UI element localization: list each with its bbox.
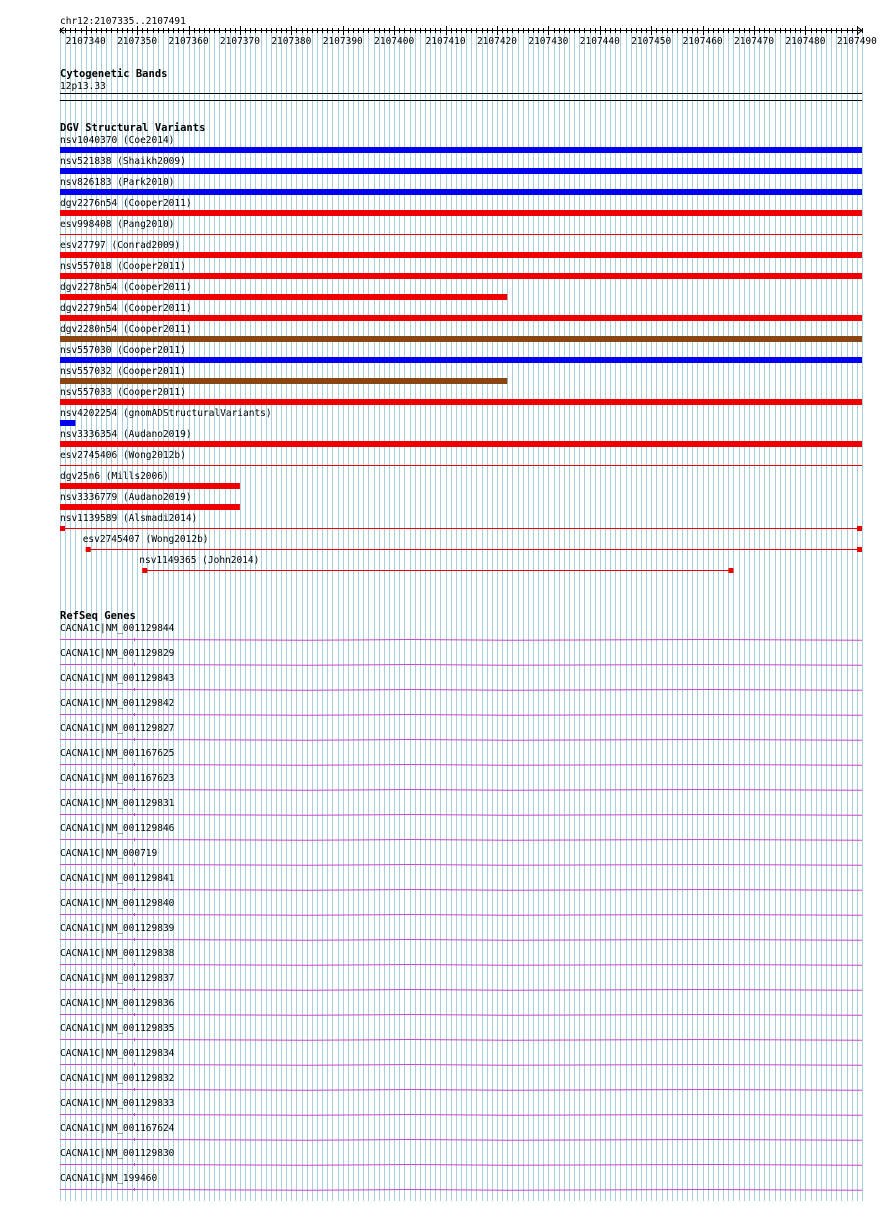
sv-label: nsv1139589 (Alsmadi2014)	[60, 513, 198, 524]
sv-bar	[60, 315, 862, 321]
ruler-tick-label: 2107370	[219, 36, 260, 47]
dgv-track-title: DGV Structural Variants	[60, 122, 206, 134]
sv-feature	[60, 492, 240, 510]
gene-line	[60, 715, 862, 716]
sv-bar	[60, 273, 862, 279]
sv-bar	[60, 336, 862, 342]
sv-bar	[60, 357, 862, 363]
ruler-tick-label: 2107360	[168, 36, 209, 47]
sv-bar	[60, 504, 240, 510]
gene-line	[60, 840, 862, 841]
sv-endpoint-left	[60, 526, 65, 531]
sv-label: dgv2276n54 (Cooper2011)	[60, 198, 192, 209]
ruler-tick-label: 2107430	[528, 36, 569, 47]
sv-feature	[60, 471, 240, 489]
sv-bar	[60, 147, 862, 153]
gene-label: CACNA1C|NM_001129839	[60, 923, 175, 934]
gene-line	[60, 640, 862, 641]
gene-label: CACNA1C|NM_001129834	[60, 1048, 175, 1059]
gene-label: CACNA1C|NM_001167625	[60, 748, 175, 759]
sv-endpoint-left	[142, 568, 147, 573]
cytoband-track-title: Cytogenetic Bands	[60, 68, 168, 80]
gene-line	[60, 890, 862, 891]
gene-line	[60, 765, 862, 766]
region-label: chr12:2107335..2107491	[60, 16, 186, 27]
gene-label: CACNA1C|NM_001129831	[60, 798, 175, 809]
gene-line	[60, 1065, 862, 1066]
ruler-tick-label: 2107390	[322, 36, 363, 47]
gene-label: CACNA1C|NM_001129827	[60, 723, 175, 734]
ruler-tick-label: 2107400	[374, 36, 415, 47]
gene-line	[60, 1190, 862, 1191]
gene-label: CACNA1C|NM_001167623	[60, 773, 175, 784]
sv-bar	[60, 441, 862, 447]
gene-line	[60, 1015, 862, 1016]
sv-label: nsv1040370 (Coe2014)	[60, 135, 175, 146]
ruler-tick-label: 2107480	[785, 36, 826, 47]
ruler-tick-label: 2107350	[117, 36, 158, 47]
gene-label: CACNA1C|NM_199460	[60, 1173, 158, 1184]
sv-endpoint-left	[86, 547, 91, 552]
sv-bar	[60, 168, 862, 174]
sv-bar	[60, 210, 862, 216]
ruler-tick-label: 2107380	[271, 36, 312, 47]
sv-label: nsv557018 (Cooper2011)	[60, 261, 186, 272]
gene-label: CACNA1C|NM_001129829	[60, 648, 175, 659]
cytoband-label: 12p13.33	[60, 81, 106, 92]
sv-bar	[60, 189, 862, 195]
gene-label: CACNA1C|NM_001129841	[60, 873, 175, 884]
gene-line	[60, 990, 862, 991]
coordinate-ruler	[60, 26, 877, 47]
sv-label: dgv2280n54 (Cooper2011)	[60, 324, 192, 335]
gene-label: CACNA1C|NM_001129832	[60, 1073, 175, 1084]
gene-label: CACNA1C|NM_001129837	[60, 973, 175, 984]
sv-label: dgv2278n54 (Cooper2011)	[60, 282, 192, 293]
gene-label: CACNA1C|NM_001167624	[60, 1123, 175, 1134]
gene-label: CACNA1C|NM_000719	[60, 848, 158, 859]
gene-line	[60, 1090, 862, 1091]
ruler-tick-label: 2107410	[425, 36, 466, 47]
gene-line	[60, 965, 862, 966]
gene-label: CACNA1C|NM_001129833	[60, 1098, 175, 1109]
gene-line	[60, 665, 862, 666]
ruler-tick-label: 2107470	[734, 36, 775, 47]
sv-bar	[60, 399, 862, 405]
gene-line	[60, 1165, 862, 1166]
sv-label: esv998408 (Pang2010)	[60, 219, 175, 230]
gene-line	[60, 790, 862, 791]
sv-label: nsv4202254 (gnomADStructuralVariants)	[60, 408, 272, 419]
gene-line	[60, 815, 862, 816]
sv-label: nsv557032 (Cooper2011)	[60, 366, 186, 377]
sv-endpoint-right	[857, 547, 862, 552]
gene-label: CACNA1C|NM_001129836	[60, 998, 175, 1009]
sv-bar	[60, 294, 507, 300]
sv-feature	[83, 534, 862, 552]
sv-label: dgv25n6 (Mills2006)	[60, 471, 169, 482]
gene-label: CACNA1C|NM_001129846	[60, 823, 175, 834]
refseq-track-title: RefSeq Genes	[60, 610, 136, 622]
sv-bar	[60, 483, 240, 489]
sv-label: nsv3336779 (Audano2019)	[60, 492, 192, 503]
gene-line	[60, 740, 862, 741]
sv-endpoint-right	[857, 526, 862, 531]
ruler-tick-label: 2107490	[836, 36, 877, 47]
gene-line	[60, 1115, 862, 1116]
gene-label: CACNA1C|NM_001129842	[60, 698, 175, 709]
gene-label: CACNA1C|NM_001129835	[60, 1023, 175, 1034]
gene-label: CACNA1C|NM_001129830	[60, 1148, 175, 1159]
ruler-tick-label: 2107340	[65, 36, 106, 47]
gene-line	[60, 915, 862, 916]
sv-label: dgv2279n54 (Cooper2011)	[60, 303, 192, 314]
gene-line	[60, 690, 862, 691]
sv-label: esv2745407 (Wong2012b)	[82, 534, 209, 545]
gene-label: CACNA1C|NM_001129843	[60, 673, 175, 684]
sv-bar	[60, 420, 75, 426]
sv-label: nsv557030 (Cooper2011)	[60, 345, 186, 356]
gene-label: CACNA1C|NM_001129840	[60, 898, 175, 909]
gene-line	[60, 1140, 862, 1141]
sv-label: nsv826183 (Park2010)	[60, 177, 175, 188]
gene-line	[60, 1040, 862, 1041]
sv-bar	[60, 378, 507, 384]
gene-label: CACNA1C|NM_001129844	[60, 623, 175, 634]
gene-line	[60, 940, 862, 941]
ruler-tick-label: 2107440	[579, 36, 620, 47]
sv-label: esv27797 (Conrad2009)	[60, 240, 181, 251]
sv-label: nsv557033 (Cooper2011)	[60, 387, 186, 398]
sv-label: nsv521838 (Shaikh2009)	[60, 156, 186, 167]
sv-label: esv2745406 (Wong2012b)	[60, 450, 186, 461]
sv-bar	[60, 252, 862, 258]
sv-feature	[139, 555, 733, 573]
ruler-tick-label: 2107450	[631, 36, 672, 47]
sv-label: nsv3336354 (Audano2019)	[60, 429, 192, 440]
ruler-tick-label: 2107420	[476, 36, 518, 47]
sv-label: nsv1149365 (John2014)	[139, 555, 260, 566]
gene-line	[60, 865, 862, 866]
sv-endpoint-right	[728, 568, 733, 573]
ruler-tick-label: 2107460	[682, 36, 723, 47]
gene-label: CACNA1C|NM_001129838	[60, 948, 175, 959]
